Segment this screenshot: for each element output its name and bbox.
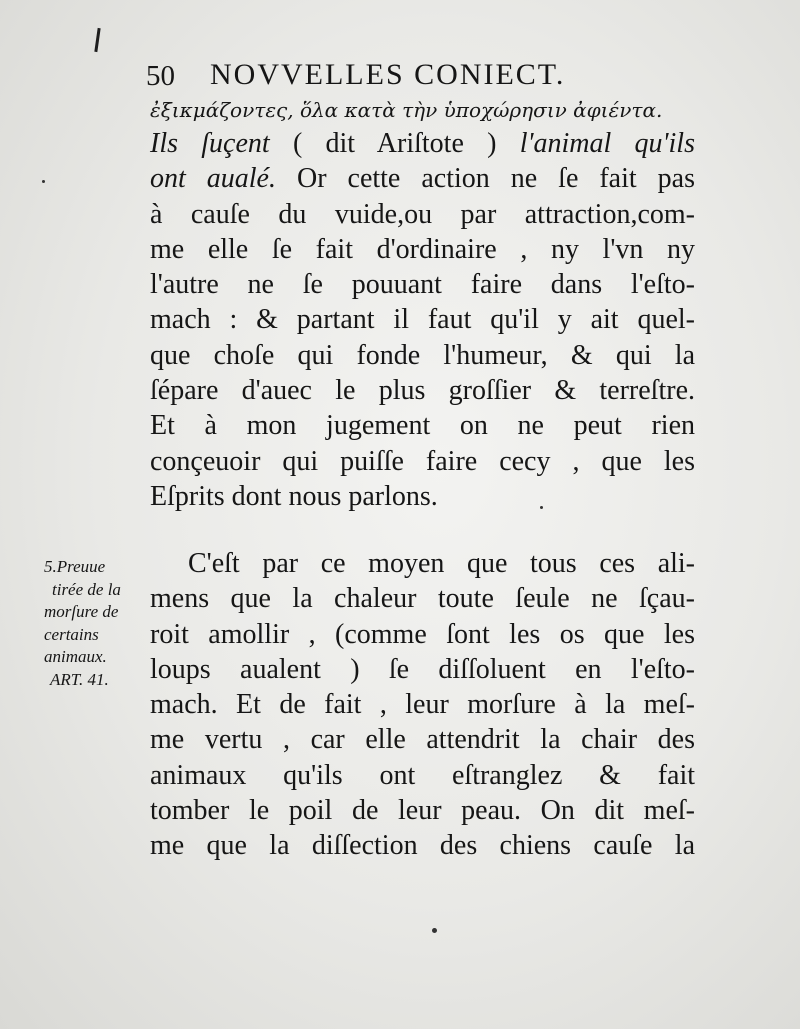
paper-speck bbox=[432, 928, 437, 933]
paper-speck bbox=[540, 506, 543, 509]
margin-note-line: morſure de bbox=[44, 602, 119, 621]
margin-note bbox=[44, 556, 154, 691]
text-line: conçeuoir qui puiſſe faire cecy , que les bbox=[150, 445, 695, 477]
margin-note-line: ART. 41. bbox=[50, 669, 109, 689]
text-line: que choſe qui fonde l'humeur, & qui la bbox=[150, 339, 695, 371]
ink-mark bbox=[94, 28, 100, 52]
text-line: me que la diſſection des chiens cauſe la bbox=[150, 830, 695, 862]
text-line: ſépare d'auec le plus groſſier & terreſtre. bbox=[150, 375, 695, 407]
text-line: mach. Et de fait , leur morſure à la meſ- bbox=[150, 689, 695, 721]
text-run: ( dit Ariſtote ) bbox=[269, 128, 520, 159]
text-line: Eſprits dont nous parlons. bbox=[150, 480, 438, 512]
text-line: C'eſt par ce moyen que tous ces ali- bbox=[188, 548, 695, 579]
running-title: NOVVELLES CONIECT. bbox=[210, 58, 566, 91]
margin-note-line: animaux. bbox=[44, 647, 107, 666]
paragraph-1 bbox=[150, 126, 695, 514]
text-line: loups aualent ) ſe diſſoluent en l'eſto- bbox=[150, 653, 695, 685]
text-line: Et à mon jugement on ne peut rien bbox=[150, 410, 695, 442]
text-line: me vertu , car elle attendrit la chair des bbox=[150, 724, 695, 756]
italic-phrase: ont aualé. bbox=[150, 163, 276, 195]
text-line: à cauſe du vuide,ou par attraction,com- bbox=[150, 198, 695, 230]
italic-phrase: Ils ſuçent bbox=[150, 128, 270, 159]
running-head bbox=[146, 56, 646, 96]
text-line: me elle ſe fait d'ordinaire , ny l'vn ny bbox=[150, 233, 695, 265]
paper-speck bbox=[42, 180, 45, 183]
text-line: roit amollir , (comme ſont les os que les bbox=[150, 618, 695, 650]
text-line bbox=[150, 126, 695, 161]
italic-phrase: l'animal qu'ils bbox=[519, 128, 695, 159]
page-number: 50 bbox=[146, 60, 175, 92]
text-line: tomber le poil de leur peau. On dit meſ- bbox=[150, 795, 695, 827]
text-line: l'autre ne ſe pouuant faire dans l'eſto- bbox=[150, 269, 695, 301]
margin-note-line: 5.Preuue bbox=[44, 557, 106, 576]
margin-note-line: certains bbox=[44, 624, 99, 644]
paragraph-2 bbox=[150, 546, 695, 864]
margin-note-line: tirée de la bbox=[52, 579, 121, 599]
text-line: mens que la chaleur toute ſeule ne ſçau- bbox=[150, 583, 695, 615]
text-line bbox=[150, 161, 695, 196]
greek-quotation: ἐξικμάζοντες, ὅλα κατὰ τὴν ὑποχώρησιν ἀφιέντα. bbox=[150, 98, 663, 122]
text-line: mach : & partant il faut qu'il y ait quel- bbox=[150, 304, 695, 336]
text-line: animaux qu'ils ont eſtranglez & fait bbox=[150, 759, 695, 791]
text-run: Or cette action ne ſe fait pas bbox=[275, 163, 695, 195]
